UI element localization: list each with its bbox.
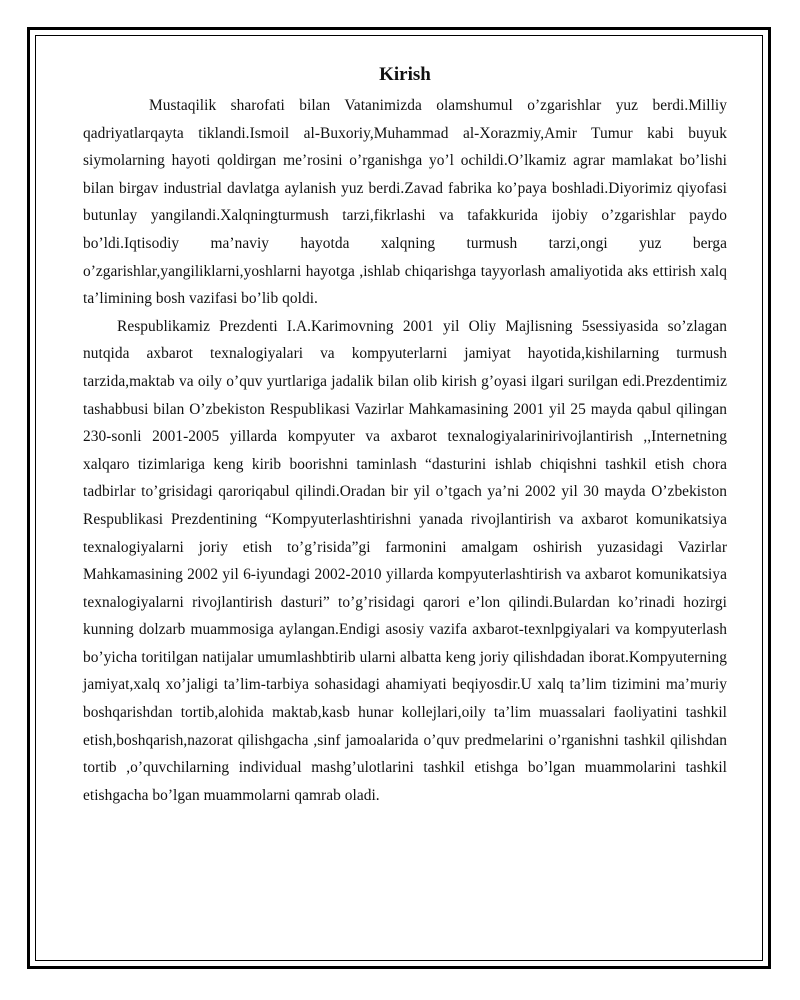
document-body bbox=[83, 62, 727, 809]
paragraph-1: Mustaqilik sharofati bilan Vatanimizda olamshumul o’zgarishlar yuz berdi.Milliy qadriyatlarqayta tiklandi.Ismoil al-Buxoriy,Muhammad al-Xorazmiy,Amir Tumur kabi buyuk siymolarning hayoti qoldirgan me’rosini o’rganishga yo’l ochildi.O’lkamiz agrar mamlakat bo’lishi bilan birgav industrial davlatga aylanish yuz berdi.Zavad fabrika ko’paya boshladi.Diyorimiz qiyofasi butunlay yangilandi.Xalqningturmush tarzi,fikrlashi va tafakkurida ijobiy o’zgarishlar paydo bo’ldi.Iqtisodiy ma’naviy hayotda xalqning turmush tarzi,ongi yuz berga o’zgarishlar,yangiliklarni,yoshlarni hayotga ,ishlab chiqarishga tayyorlash amaliyotida aks ettirish xalq ta’limining bosh vazifasi bo’lib qoldi. bbox=[83, 97, 727, 308]
paragraph-2: Respublikamiz Prezdenti I.A.Karimovning 2001 yil Oliy Majlisning 5sessiyasida so’zlagan nutqida axbarot texnalogiyalari va kompyuterlarni jamiyat hayotida,kishilarning turmush tarzida,maktab va oily o’quv yurtlariga jadalik bilan olib kirish g’oyasi ilgari surilgan edi.Prezdentimiz tashabbusi bilan O’zbekiston Respublikasi Vazirlar Mahkamasining 2001 yil 25 mayda qabul qilingan 230-sonli 2001-2005 yillarda kompyuter va axbarot texnalogiyalarinirivojlantirish ,,Internetning xalqaro tizimlariga keng kirib boorishni taminlash “dasturini ishlab chiqishni tashkil etish chora tadbirlar to’grisidagi qaroriqabul qilindi.Oradan bir yil o’tgach ya’ni 2002 yil 30 mayda O’zbekiston Respublikasi Prezdentining “Kompyuterlashtirishni yanada rivojlantirish va axbarot komunikatsiya texnalogiyalarni joriy etish to’g’risida”gi farmonini amalgam oshirish yuzasidagi Vazirlar Mahkamasining 2002 yil 6-iyundagi 2002-2010 yillarda kompyuterlashtirish va axbarot komunikatsiya texnalogiyalarni rivojlantirish dasturi” to’g’risidagi qarori e’lon qilindi.Bulardan ko’rinadi hozirgi kunning dolzarb muammosiga aylangan.Endigi asosiy vazifa axbarot-texnlpgiyalari va kompyuterlash bo’yicha toritilgan natijalar umumlashbtirib ularni albatta keng joriy qilishdadan iborat.Kompyuterning jamiyat,xalq xo’jaligi ta’lim-tarbiya sohasidagi ahamiyati beqiyosdir.U xalq ta’lim tizimini ma’muriy boshqarishdan tortib,alohida maktab,kasb hunar kollejlari,oily ta’lim muassalari faoliyatini tashkil etish,boshqarish,nazorat qilishgacha ,sinf jamoalarida o’quv predmelarini o’rganishni tashkil qilishdan tortib ,o’quvchilarning individual mashg’ulotlarini tashkil etishga bo’lgan muammolarini tashkil etishgacha bo’lgan muammolarni qamrab oladi. bbox=[83, 317, 727, 804]
document-title: Kirish bbox=[379, 64, 431, 85]
